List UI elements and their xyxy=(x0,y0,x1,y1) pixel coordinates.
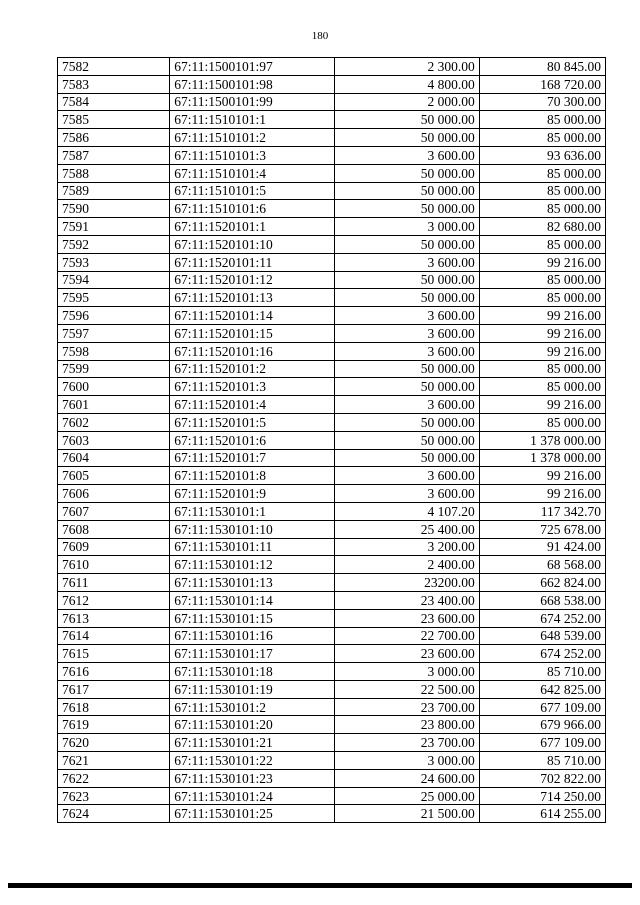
cadastral-number-cell: 67:11:1520101:3 xyxy=(170,378,334,396)
cadastral-number-cell: 67:11:1520101:11 xyxy=(170,253,334,271)
table-row xyxy=(58,538,606,556)
table-body xyxy=(58,58,606,823)
area-cell: 50 000.00 xyxy=(334,378,479,396)
table-row xyxy=(58,164,606,182)
row-number-cell: 7601 xyxy=(58,396,170,414)
row-number-cell: 7584 xyxy=(58,93,170,111)
row-number-cell: 7619 xyxy=(58,716,170,734)
table-row xyxy=(58,502,606,520)
cadastral-value-cell: 70 300.00 xyxy=(479,93,605,111)
cadastral-value-cell: 1 378 000.00 xyxy=(479,431,605,449)
footer-rule xyxy=(8,883,632,888)
cadastral-value-cell: 662 824.00 xyxy=(479,574,605,592)
area-cell: 4 800.00 xyxy=(334,75,479,93)
cadastral-number-cell: 67:11:1530101:2 xyxy=(170,698,334,716)
row-number-cell: 7622 xyxy=(58,769,170,787)
area-cell: 50 000.00 xyxy=(334,271,479,289)
area-cell: 3 600.00 xyxy=(334,396,479,414)
table-row xyxy=(58,200,606,218)
cadastral-number-cell: 67:11:1510101:2 xyxy=(170,129,334,147)
cadastral-number-cell: 67:11:1530101:14 xyxy=(170,591,334,609)
row-number-cell: 7621 xyxy=(58,752,170,770)
cadastral-value-cell: 117 342.70 xyxy=(479,502,605,520)
cadastral-number-cell: 67:11:1500101:99 xyxy=(170,93,334,111)
area-cell: 23 600.00 xyxy=(334,609,479,627)
row-number-cell: 7586 xyxy=(58,129,170,147)
cadastral-number-cell: 67:11:1520101:4 xyxy=(170,396,334,414)
row-number-cell: 7620 xyxy=(58,734,170,752)
cadastral-number-cell: 67:11:1530101:17 xyxy=(170,645,334,663)
cadastral-number-cell: 67:11:1520101:10 xyxy=(170,235,334,253)
page-number: 180 xyxy=(311,30,329,42)
table-row xyxy=(58,324,606,342)
cadastral-value-cell: 85 000.00 xyxy=(479,164,605,182)
table-row xyxy=(58,378,606,396)
cadastral-number-cell: 67:11:1530101:11 xyxy=(170,538,334,556)
cadastral-value-cell: 85 000.00 xyxy=(479,200,605,218)
cadastral-value-cell: 99 216.00 xyxy=(479,467,605,485)
area-cell: 3 600.00 xyxy=(334,146,479,164)
cadastral-number-cell: 67:11:1530101:19 xyxy=(170,680,334,698)
cadastral-value-cell: 679 966.00 xyxy=(479,716,605,734)
table-row xyxy=(58,413,606,431)
table-row xyxy=(58,716,606,734)
cadastral-number-cell: 67:11:1510101:1 xyxy=(170,111,334,129)
table-row xyxy=(58,520,606,538)
area-cell: 24 600.00 xyxy=(334,769,479,787)
table-row xyxy=(58,467,606,485)
table-row xyxy=(58,146,606,164)
cadastral-value-cell: 99 216.00 xyxy=(479,396,605,414)
cadastral-value-cell: 677 109.00 xyxy=(479,698,605,716)
row-number-cell: 7602 xyxy=(58,413,170,431)
cadastral-value-cell: 677 109.00 xyxy=(479,734,605,752)
area-cell: 3 200.00 xyxy=(334,538,479,556)
area-cell: 50 000.00 xyxy=(334,289,479,307)
table-row xyxy=(58,574,606,592)
area-cell: 50 000.00 xyxy=(334,164,479,182)
cadastral-number-cell: 67:11:1520101:16 xyxy=(170,342,334,360)
row-number-cell: 7614 xyxy=(58,627,170,645)
table-row xyxy=(58,591,606,609)
row-number-cell: 7611 xyxy=(58,574,170,592)
cadastral-number-cell: 67:11:1520101:6 xyxy=(170,431,334,449)
area-cell: 23 700.00 xyxy=(334,698,479,716)
cadastral-value-cell: 642 825.00 xyxy=(479,680,605,698)
cadastral-number-cell: 67:11:1510101:4 xyxy=(170,164,334,182)
cadastral-number-cell: 67:11:1530101:16 xyxy=(170,627,334,645)
table-row xyxy=(58,307,606,325)
table-row xyxy=(58,218,606,236)
area-cell: 50 000.00 xyxy=(334,200,479,218)
cadastral-value-cell: 714 250.00 xyxy=(479,787,605,805)
table-row xyxy=(58,645,606,663)
cadastral-number-cell: 67:11:1520101:9 xyxy=(170,485,334,503)
cadastral-value-cell: 80 845.00 xyxy=(479,58,605,76)
area-cell: 3 000.00 xyxy=(334,752,479,770)
area-cell: 3 600.00 xyxy=(334,324,479,342)
cadastral-number-cell: 67:11:1530101:20 xyxy=(170,716,334,734)
cadastral-value-cell: 99 216.00 xyxy=(479,253,605,271)
cadastral-number-cell: 67:11:1520101:7 xyxy=(170,449,334,467)
area-cell: 3 600.00 xyxy=(334,342,479,360)
table-row xyxy=(58,805,606,823)
table-row xyxy=(58,129,606,147)
table-row xyxy=(58,271,606,289)
row-number-cell: 7592 xyxy=(58,235,170,253)
cadastral-number-cell: 67:11:1530101:1 xyxy=(170,502,334,520)
table-row xyxy=(58,556,606,574)
cadastral-number-cell: 67:11:1530101:18 xyxy=(170,663,334,681)
row-number-cell: 7608 xyxy=(58,520,170,538)
row-number-cell: 7583 xyxy=(58,75,170,93)
cadastral-value-cell: 99 216.00 xyxy=(479,485,605,503)
table-row xyxy=(58,449,606,467)
row-number-cell: 7590 xyxy=(58,200,170,218)
area-cell: 3 600.00 xyxy=(334,253,479,271)
cadastral-value-cell: 85 000.00 xyxy=(479,413,605,431)
area-cell: 50 000.00 xyxy=(334,182,479,200)
row-number-cell: 7616 xyxy=(58,663,170,681)
cadastral-value-cell: 168 720.00 xyxy=(479,75,605,93)
cadastral-value-cell: 68 568.00 xyxy=(479,556,605,574)
cadastral-number-cell: 67:11:1530101:13 xyxy=(170,574,334,592)
row-number-cell: 7613 xyxy=(58,609,170,627)
row-number-cell: 7585 xyxy=(58,111,170,129)
cadastral-number-cell: 67:11:1520101:5 xyxy=(170,413,334,431)
table-row xyxy=(58,787,606,805)
row-number-cell: 7618 xyxy=(58,698,170,716)
row-number-cell: 7603 xyxy=(58,431,170,449)
cadastral-value-cell: 648 539.00 xyxy=(479,627,605,645)
table-row xyxy=(58,396,606,414)
row-number-cell: 7610 xyxy=(58,556,170,574)
cadastral-number-cell: 67:11:1530101:10 xyxy=(170,520,334,538)
cadastral-value-cell: 725 678.00 xyxy=(479,520,605,538)
area-cell: 23200.00 xyxy=(334,574,479,592)
cadastral-value-cell: 85 000.00 xyxy=(479,378,605,396)
row-number-cell: 7624 xyxy=(58,805,170,823)
cadastral-number-cell: 67:11:1530101:15 xyxy=(170,609,334,627)
cadastral-number-cell: 67:11:1530101:25 xyxy=(170,805,334,823)
area-cell: 25 400.00 xyxy=(334,520,479,538)
cadastral-value-cell: 674 252.00 xyxy=(479,645,605,663)
cadastral-number-cell: 67:11:1520101:2 xyxy=(170,360,334,378)
row-number-cell: 7623 xyxy=(58,787,170,805)
row-number-cell: 7615 xyxy=(58,645,170,663)
cadastral-number-cell: 67:11:1520101:8 xyxy=(170,467,334,485)
cadastral-value-cell: 85 710.00 xyxy=(479,752,605,770)
row-number-cell: 7598 xyxy=(58,342,170,360)
row-number-cell: 7599 xyxy=(58,360,170,378)
table-row xyxy=(58,75,606,93)
area-cell: 3 600.00 xyxy=(334,307,479,325)
row-number-cell: 7612 xyxy=(58,591,170,609)
area-cell: 23 800.00 xyxy=(334,716,479,734)
cadastral-value-cell: 99 216.00 xyxy=(479,324,605,342)
area-cell: 3 600.00 xyxy=(334,467,479,485)
row-number-cell: 7609 xyxy=(58,538,170,556)
cadastral-value-table xyxy=(57,57,606,823)
cadastral-number-cell: 67:11:1520101:12 xyxy=(170,271,334,289)
cadastral-number-cell: 67:11:1520101:1 xyxy=(170,218,334,236)
cadastral-value-cell: 99 216.00 xyxy=(479,342,605,360)
table-row xyxy=(58,485,606,503)
row-number-cell: 7582 xyxy=(58,58,170,76)
cadastral-value-cell: 614 255.00 xyxy=(479,805,605,823)
cadastral-value-cell: 85 000.00 xyxy=(479,289,605,307)
table-row xyxy=(58,627,606,645)
row-number-cell: 7591 xyxy=(58,218,170,236)
cadastral-value-cell: 85 000.00 xyxy=(479,111,605,129)
row-number-cell: 7597 xyxy=(58,324,170,342)
area-cell: 2 400.00 xyxy=(334,556,479,574)
area-cell: 23 600.00 xyxy=(334,645,479,663)
cadastral-number-cell: 67:11:1510101:5 xyxy=(170,182,334,200)
area-cell: 50 000.00 xyxy=(334,449,479,467)
cadastral-number-cell: 67:11:1530101:23 xyxy=(170,769,334,787)
area-cell: 4 107.20 xyxy=(334,502,479,520)
cadastral-value-cell: 702 822.00 xyxy=(479,769,605,787)
area-cell: 2 300.00 xyxy=(334,58,479,76)
row-number-cell: 7587 xyxy=(58,146,170,164)
table-row xyxy=(58,752,606,770)
row-number-cell: 7593 xyxy=(58,253,170,271)
cadastral-number-cell: 67:11:1530101:22 xyxy=(170,752,334,770)
row-number-cell: 7596 xyxy=(58,307,170,325)
row-number-cell: 7594 xyxy=(58,271,170,289)
row-number-cell: 7605 xyxy=(58,467,170,485)
table-row xyxy=(58,235,606,253)
cadastral-value-cell: 85 710.00 xyxy=(479,663,605,681)
cadastral-number-cell: 67:11:1520101:14 xyxy=(170,307,334,325)
table-row xyxy=(58,93,606,111)
area-cell: 3 000.00 xyxy=(334,218,479,236)
row-number-cell: 7589 xyxy=(58,182,170,200)
table-row xyxy=(58,111,606,129)
cadastral-value-cell: 668 538.00 xyxy=(479,591,605,609)
table-row xyxy=(58,360,606,378)
table-row xyxy=(58,769,606,787)
table-row xyxy=(58,609,606,627)
table-row xyxy=(58,431,606,449)
cadastral-value-cell: 85 000.00 xyxy=(479,129,605,147)
cadastral-number-cell: 67:11:1530101:12 xyxy=(170,556,334,574)
cadastral-value-cell: 93 636.00 xyxy=(479,146,605,164)
cadastral-number-cell: 67:11:1520101:13 xyxy=(170,289,334,307)
area-cell: 50 000.00 xyxy=(334,235,479,253)
cadastral-value-cell: 674 252.00 xyxy=(479,609,605,627)
table-row xyxy=(58,289,606,307)
table-row xyxy=(58,698,606,716)
cadastral-value-cell: 85 000.00 xyxy=(479,182,605,200)
cadastral-number-cell: 67:11:1500101:98 xyxy=(170,75,334,93)
cadastral-number-cell: 67:11:1530101:21 xyxy=(170,734,334,752)
cadastral-value-cell: 99 216.00 xyxy=(479,307,605,325)
cadastral-value-cell: 85 000.00 xyxy=(479,235,605,253)
cadastral-value-cell: 1 378 000.00 xyxy=(479,449,605,467)
area-cell: 22 500.00 xyxy=(334,680,479,698)
cadastral-value-cell: 85 000.00 xyxy=(479,271,605,289)
area-cell: 23 700.00 xyxy=(334,734,479,752)
row-number-cell: 7617 xyxy=(58,680,170,698)
row-number-cell: 7607 xyxy=(58,502,170,520)
cadastral-value-cell: 85 000.00 xyxy=(479,360,605,378)
table-row xyxy=(58,182,606,200)
area-cell: 50 000.00 xyxy=(334,431,479,449)
area-cell: 50 000.00 xyxy=(334,360,479,378)
area-cell: 23 400.00 xyxy=(334,591,479,609)
cadastral-value-cell: 82 680.00 xyxy=(479,218,605,236)
table-row xyxy=(58,680,606,698)
area-cell: 50 000.00 xyxy=(334,129,479,147)
cadastral-number-cell: 67:11:1510101:6 xyxy=(170,200,334,218)
area-cell: 25 000.00 xyxy=(334,787,479,805)
area-cell: 21 500.00 xyxy=(334,805,479,823)
table-row xyxy=(58,58,606,76)
row-number-cell: 7606 xyxy=(58,485,170,503)
row-number-cell: 7588 xyxy=(58,164,170,182)
cadastral-number-cell: 67:11:1510101:3 xyxy=(170,146,334,164)
row-number-cell: 7595 xyxy=(58,289,170,307)
area-cell: 50 000.00 xyxy=(334,111,479,129)
cadastral-number-cell: 67:11:1500101:97 xyxy=(170,58,334,76)
cadastral-number-cell: 67:11:1520101:15 xyxy=(170,324,334,342)
area-cell: 3 000.00 xyxy=(334,663,479,681)
area-cell: 2 000.00 xyxy=(334,93,479,111)
cadastral-value-cell: 91 424.00 xyxy=(479,538,605,556)
area-cell: 50 000.00 xyxy=(334,413,479,431)
table-row xyxy=(58,663,606,681)
area-cell: 22 700.00 xyxy=(334,627,479,645)
table-row xyxy=(58,253,606,271)
row-number-cell: 7604 xyxy=(58,449,170,467)
area-cell: 3 600.00 xyxy=(334,485,479,503)
table-row xyxy=(58,734,606,752)
cadastral-number-cell: 67:11:1530101:24 xyxy=(170,787,334,805)
row-number-cell: 7600 xyxy=(58,378,170,396)
table-row xyxy=(58,342,606,360)
